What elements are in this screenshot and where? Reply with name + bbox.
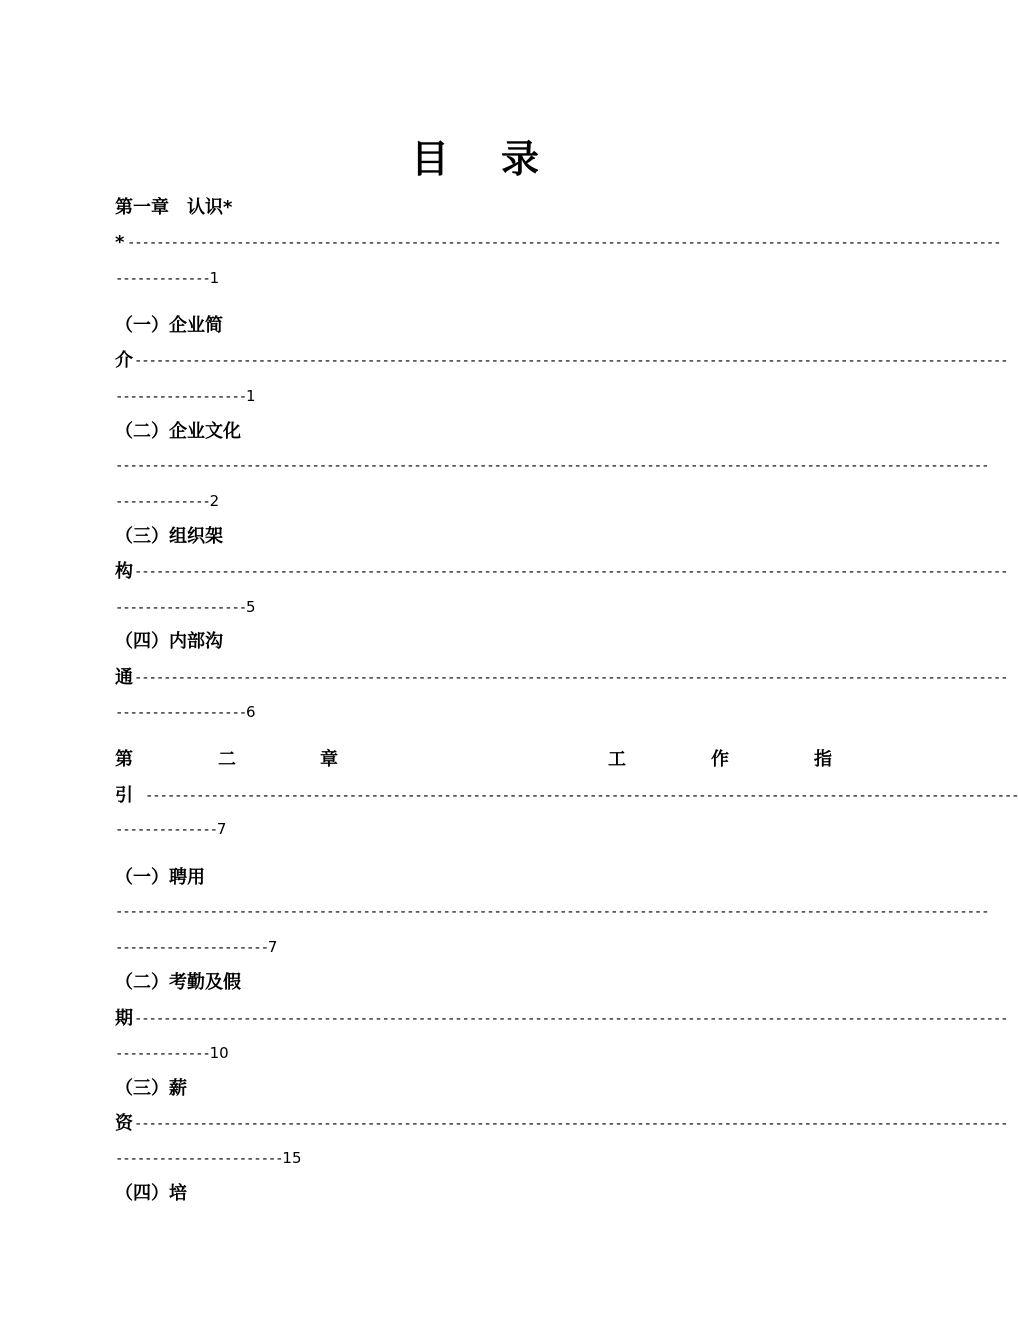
toc-leader-dots: ------------------------------------------------------------------------------------------------------------------------ [134, 564, 1008, 580]
toc-lead: 通 [115, 667, 133, 688]
toc-leader-cont: -------------10 [115, 1044, 229, 1062]
toc-page-number: 7 [216, 820, 227, 838]
toc-leader-cont: ------------------6 [115, 703, 256, 721]
toc-leader-dots: ------------------------------------------------------------------------------------------------------------------------ [134, 353, 1008, 369]
toc-leader-cont: -----------------------15 [115, 1149, 302, 1167]
heading-char: 二 [218, 749, 236, 770]
toc-lead: 期 [115, 1008, 133, 1029]
toc-leader-cont: --------------7 [115, 820, 227, 838]
toc-leader-dots: ------------------------------------------------------------------------------------------------------------------------ [134, 670, 1008, 686]
toc-lead: * [115, 232, 125, 253]
toc-lead: 介 [115, 350, 133, 371]
toc-heading: （一）企业简 [115, 315, 223, 336]
toc-heading: （四）内部沟 [115, 631, 223, 652]
toc-page-number: 6 [246, 703, 256, 721]
toc-page-number: 7 [267, 938, 278, 956]
toc-heading: （一）聘用 [115, 867, 205, 888]
toc-heading: （四）培 [115, 1183, 187, 1204]
toc-leader-cont: ------------------1 [115, 387, 256, 405]
toc-heading: （二）企业文化 [115, 421, 241, 442]
toc-leader-cont: ------------------5 [115, 598, 256, 616]
toc-lead: 构 [115, 561, 133, 582]
toc-leader-dots: ------------------------------------------------------------------------------------------------------------------------ [134, 1011, 1008, 1027]
toc-leader-dots: ------------------------------------------------------------------------------------------------------------------------ [115, 458, 989, 474]
toc-heading: （三）组织架 [115, 526, 223, 547]
toc-page-number: 1 [209, 269, 220, 287]
heading-char: 作 [711, 749, 729, 770]
toc-page-number: 5 [246, 598, 256, 616]
toc-leader-dots: ------------------------------------------------------------------------------------------------------------------------ [115, 904, 989, 920]
toc-leader-cont: ---------------------7 [115, 938, 278, 956]
heading-char: 第 [115, 749, 133, 770]
toc-heading: （三）薪 [115, 1078, 187, 1099]
toc-leader-dots: ------------------------------------------------------------------------------------------------------------------------ [145, 788, 1018, 804]
page-title [0, 128, 950, 183]
toc-page-number: 10 [209, 1044, 229, 1062]
toc-lead: 资 [115, 1113, 133, 1134]
toc-page-number: 2 [209, 492, 220, 510]
heading-char: 指 [814, 749, 832, 770]
title-char: 目 [410, 137, 449, 181]
title-char: 录 [501, 137, 540, 181]
toc-leader-dots: ------------------------------------------------------------------------------------------------------------------------ [134, 1116, 1008, 1132]
heading-char: 章 [320, 749, 338, 770]
toc-leader-cont: -------------1 [115, 269, 220, 287]
toc-leader-dots: ------------------------------------------------------------------------------------------------------------------------ [127, 235, 1001, 251]
toc-heading: （二）考勤及假 [115, 972, 241, 993]
toc-lead: 引 [115, 785, 133, 806]
toc-leader-cont: -------------2 [115, 492, 220, 510]
heading-char: 工 [608, 749, 626, 770]
toc-page-number: 1 [246, 387, 256, 405]
toc-page-number: 15 [282, 1149, 302, 1167]
toc-heading: 第一章 认识* [115, 197, 233, 218]
